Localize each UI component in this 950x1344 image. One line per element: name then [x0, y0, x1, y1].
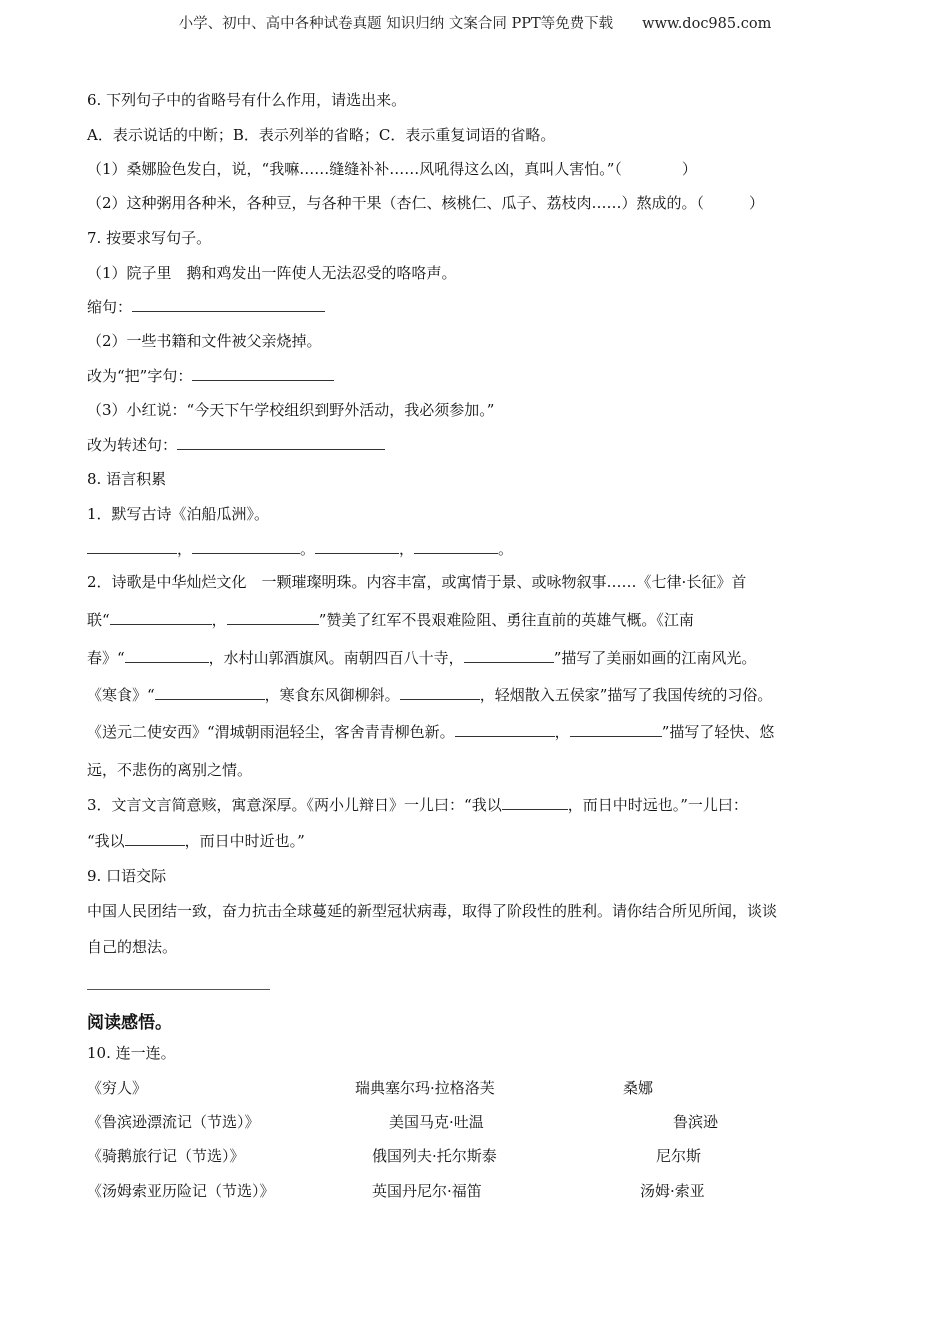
q7-answer-2-label: 改为“把”字句：	[87, 367, 193, 385]
answer-blank[interactable]	[400, 685, 480, 700]
q8-part1-blanks	[87, 539, 513, 559]
text: 《寒食》“	[87, 686, 155, 704]
author-item[interactable]: 瑞典塞尔玛·拉格洛芙	[355, 1079, 495, 1097]
author-item[interactable]: 美国马克·吐温	[389, 1113, 484, 1131]
character-item[interactable]: 鲁滨逊	[673, 1113, 719, 1131]
answer-blank[interactable]	[110, 610, 212, 625]
punct: 。	[300, 540, 316, 558]
q7-answer-2	[87, 366, 334, 386]
punct: ，	[399, 540, 415, 558]
character-item[interactable]: 尼尔斯	[656, 1147, 702, 1165]
q8-part2-line6: 远，不悲伤的离别之情。	[87, 761, 253, 779]
answer-blank[interactable]	[155, 685, 265, 700]
q7-sentence-2: （2）一些书籍和文件被父亲烧掉。	[87, 332, 322, 350]
answer-blank[interactable]	[192, 539, 300, 554]
text: ，轻烟散入五侯家”描写了我国传统的习俗。	[479, 686, 773, 704]
q8-part3-line2	[87, 831, 305, 851]
answer-blank[interactable]	[414, 539, 498, 554]
q7-sentence-3: （3）小红说：“今天下午学校组织到野外活动，我必须参加。”	[87, 401, 495, 419]
q8-part3-line1	[87, 795, 748, 815]
page-header: 小学、初中、高中各种试卷真题 知识归纳 文案合同 PPT等免费下载 www.doc985.com	[178, 16, 772, 32]
text: ，而日中时近也。”	[184, 832, 305, 850]
answer-blank[interactable]	[315, 539, 399, 554]
text: 联“	[87, 611, 110, 629]
text: ，寒食东风御柳斜。	[264, 686, 400, 704]
q7-sentence-1: （1）院子里 鹅和鸡发出一阵使人无法忍受的咯咯声。	[87, 264, 457, 282]
answer-blank[interactable]	[87, 539, 177, 554]
text: ，而日中时远也。”一儿曰：	[567, 796, 748, 814]
text: ”赞美了红军不畏艰难险阻、勇往直前的英雄气概。《江南	[318, 611, 694, 629]
answer-line[interactable]	[87, 989, 270, 990]
answer-blank[interactable]	[125, 648, 209, 663]
author-item[interactable]: 英国丹尼尔·福笛	[372, 1182, 482, 1200]
book-item[interactable]: 《穷人》	[87, 1079, 148, 1097]
q8-part2-line4	[87, 685, 772, 705]
text: 3．文言文言简意赅，寓意深厚。《两小儿辩日》一儿曰：“我以	[87, 796, 502, 814]
q6-sentence-1: （1）桑娜脸色发白，说，“我嘛……缝缝补补……风吼得这么凶，真叫人害怕。”（ ）	[87, 160, 697, 178]
text: ，	[554, 723, 570, 741]
q6-options: A．表示说话的中断；B．表示列举的省略；C．表示重复词语的省略。	[87, 126, 556, 144]
q8-title: 8. 语言积累	[87, 470, 167, 488]
answer-blank[interactable]	[464, 648, 554, 663]
answer-blank[interactable]	[570, 722, 662, 737]
section-title: 阅读感悟。	[87, 1013, 172, 1033]
q10-title: 10. 连一连。	[87, 1044, 176, 1062]
q6-sentence-2: （2）这种粥用各种米，各种豆，与各种干果（杏仁、核桃仁、瓜子、荔枝肉……）熬成的。（ ）	[87, 194, 765, 212]
q8-part1: 1．默写古诗《泊船瓜洲》。	[87, 505, 270, 523]
q6-title: 6. 下列句子中的省略号有什么作用，请选出来。	[87, 91, 407, 109]
q7-answer-3	[87, 435, 385, 455]
q9-line2: 自己的想法。	[87, 938, 178, 956]
q8-part2-line1: 2．诗歌是中华灿烂文化 一颗璀璨明珠。内容丰富，或寓情于景、或咏物叙事……《七律·长征》首	[87, 573, 747, 591]
q8-part2-line3	[87, 648, 756, 668]
text: ，水村山郭酒旗风。南朝四百八十寺，	[208, 649, 464, 667]
text: ”描写了轻快、悠	[661, 723, 775, 741]
character-item[interactable]: 桑娜	[623, 1079, 654, 1097]
answer-blank[interactable]	[177, 435, 385, 450]
punct: ，	[177, 540, 193, 558]
book-item[interactable]: 《鲁滨逊漂流记（节选）》	[87, 1113, 260, 1131]
answer-blank[interactable]	[125, 831, 185, 846]
text: 《送元二使安西》“渭城朝雨浥轻尘，客舍青青柳色新。	[87, 723, 455, 741]
author-item[interactable]: 俄国列夫·托尔斯泰	[372, 1147, 497, 1165]
answer-blank[interactable]	[227, 610, 319, 625]
q7-title: 7. 按要求写句子。	[87, 229, 212, 247]
q9-line1: 中国人民团结一致，奋力抗击全球蔓延的新型冠状病毒，取得了阶段性的胜利。请你结合所见所闻，谈谈	[87, 902, 778, 920]
book-item[interactable]: 《骑鹅旅行记（节选）》	[87, 1147, 245, 1165]
punct: 。	[498, 540, 514, 558]
q7-answer-1-label: 缩句：	[87, 298, 133, 316]
q7-answer-1	[87, 297, 325, 317]
text: ”描写了美丽如画的江南风光。	[553, 649, 757, 667]
answer-blank[interactable]	[192, 366, 334, 381]
answer-blank[interactable]	[455, 722, 555, 737]
answer-blank[interactable]	[502, 795, 568, 810]
text: 春》“	[87, 649, 125, 667]
text: “我以	[87, 832, 125, 850]
book-item[interactable]: 《汤姆索亚历险记（节选）》	[87, 1182, 275, 1200]
text: ，	[211, 611, 227, 629]
q8-part2-line5	[87, 722, 774, 742]
answer-blank[interactable]	[132, 297, 325, 312]
character-item[interactable]: 汤姆·索亚	[640, 1182, 705, 1200]
q7-answer-3-label: 改为转述句：	[87, 436, 178, 454]
q8-part2-line2	[87, 610, 694, 630]
q9-title: 9. 口语交际	[87, 867, 167, 885]
